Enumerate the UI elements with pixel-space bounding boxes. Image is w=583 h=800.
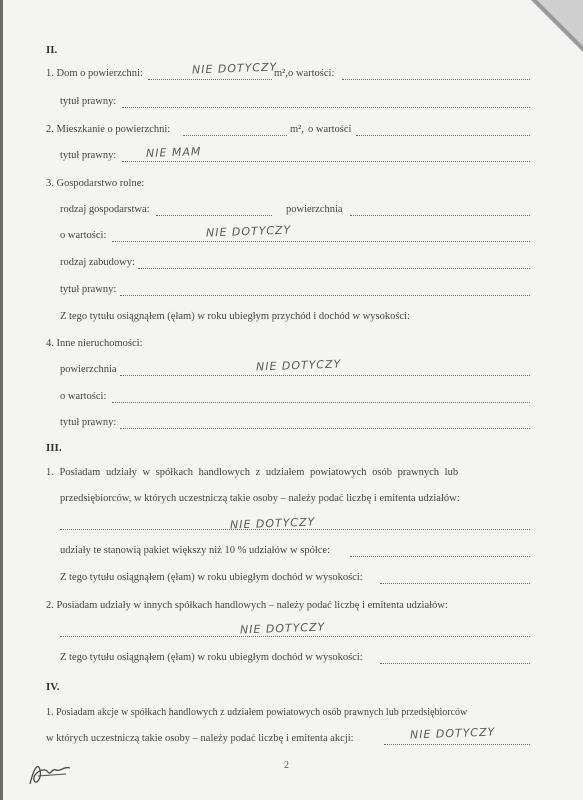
section-heading-ii: II. [46, 44, 58, 56]
gospodarstwo-tytul-field [120, 295, 530, 296]
akcje-line2 [0, 725, 583, 755]
udzialy-handwritten: NIE DOTYCZY [229, 515, 316, 532]
inne-pow-label: powierzchnia [60, 364, 117, 375]
inne-label: 4. Inne nieruchomości: [46, 338, 143, 349]
mieszkanie-area-field [183, 135, 287, 136]
inne-tytul-field [120, 428, 530, 429]
dom-title-row [0, 96, 583, 118]
udzialy-inne-answer-row [0, 620, 583, 647]
dom-value-field [342, 79, 530, 80]
udzialy-pakiet-label: udziały te stanowią pakiet większy niż 10 % udziałów w spółce: [60, 545, 331, 556]
udzialy-line1 [0, 467, 583, 489]
dom-label: 1. Dom o powierzchni: [46, 68, 143, 79]
folded-corner-inner [537, 0, 583, 46]
gospodarstwo-tytul-label: tytuł prawny: [60, 284, 117, 295]
udzialy-text-2: przedsiębiorców, w których uczestniczą takie osoby – należy podać liczbę i emitenta udziałów: [60, 493, 460, 504]
gospodarstwo-wartosc-row [0, 223, 583, 252]
udzialy-inne-dochod-field [380, 663, 530, 664]
gospodarstwo-label: 3. Gospodarstwo rolne: [46, 178, 145, 189]
gospodarstwo-zabudowa-label: rodzaj zabudowy: [60, 257, 135, 268]
gospodarstwo-rodzaj-label: rodzaj gospodarstwa: [60, 204, 150, 215]
udzialy-inne-label: 2. Posiadam udziały w innych spółkach handlowych – należy podać liczbę i emitenta udziałów: [46, 600, 448, 611]
dom-handwritten: NIE DOTYCZY [191, 60, 278, 77]
mieszkanie-value-field [356, 135, 530, 136]
udzialy-inne-dochod-row [0, 652, 583, 674]
udzialy-dochod-field [380, 583, 530, 584]
dom-title-field [122, 107, 530, 108]
gospodarstwo-dochod-row [0, 311, 583, 333]
gospodarstwo-wartosc-label: o wartości: [60, 230, 107, 241]
signature [26, 758, 76, 790]
gospodarstwo-dochod-label: Z tego tytułu osiągnąłem (ęłam) w roku ubiegłym przychód i dochód w wysokości: [60, 311, 410, 322]
udzialy-pakiet-row [0, 545, 583, 567]
inne-handwritten: NIE DOTYCZY [255, 357, 342, 374]
mieszkanie-title-row [0, 145, 583, 172]
gospodarstwo-tytul-row [0, 284, 583, 306]
inne-pow-row [0, 357, 583, 386]
gospodarstwo-rodzaj-field [156, 215, 272, 216]
dom-unit: m², [274, 68, 288, 79]
gospodarstwo-zabudowa-field [138, 268, 530, 269]
akcje-text-2: w których uczestniczą takie osoby – należy podać liczbę i emitenta akcji: [46, 733, 354, 744]
section-heading-iii: III. [46, 442, 62, 454]
udzialy-inne-handwritten: NIE DOTYCZY [239, 620, 326, 637]
udzialy-inne-answer-field [60, 636, 530, 637]
udzialy-line2 [0, 493, 583, 515]
inne-pow-field [120, 375, 530, 376]
akcje-line1 [0, 707, 583, 729]
inne-wartosc-row [0, 391, 583, 413]
mieszkanie-title-field [122, 161, 530, 162]
gospodarstwo-row [0, 178, 583, 200]
mieszkanie-unit: m², [290, 124, 304, 135]
mieszkanie-label: 2. Mieszkanie o powierzchni: [46, 124, 171, 135]
page-number: 2 [284, 760, 289, 771]
dom-row [0, 60, 583, 90]
gospodarstwo-pow-label: powierzchnia [286, 204, 343, 215]
udzialy-inne-row [0, 600, 583, 622]
dom-title-label: tytuł prawny: [60, 96, 117, 107]
gospodarstwo-rodzaj-row [0, 204, 583, 226]
inne-wartosc-label: o wartości: [60, 391, 107, 402]
udzialy-answer-row [0, 515, 583, 540]
inne-tytul-label: tytuł prawny: [60, 417, 117, 428]
inne-wartosc-field [112, 402, 530, 403]
gospodarstwo-zabudowa-row [0, 257, 583, 279]
section-heading-iv: IV. [46, 681, 60, 693]
udzialy-inne-dochod-label: Z tego tytułu osiągnąłem (ęłam) w roku ubiegłym dochód w wysokości: [60, 652, 363, 663]
dom-value-label: o wartości: [288, 68, 335, 79]
gospodarstwo-wartosc-field [112, 241, 530, 242]
udzialy-pakiet-field [350, 556, 530, 557]
mieszkanie-row [0, 124, 583, 146]
udzialy-dochod-row [0, 572, 583, 594]
gospodarstwo-handwritten: NIE DOTYCZY [205, 223, 292, 240]
dom-area-field [148, 79, 272, 80]
mieszkanie-handwritten: NIE MAM [145, 145, 202, 160]
akcje-text-1: 1. Posiadam akcje w spółkach handlowych z udziałem powiatowych osób prawnych lub przedsiębiorców [46, 707, 468, 718]
gospodarstwo-pow-field [350, 215, 530, 216]
udzialy-text-1: 1. Posiadam udziały w spółkach handlowych z udziałem powiatowych osób prawnych lub [46, 467, 459, 478]
mieszkanie-title-label: tytuł prawny: [60, 150, 117, 161]
inne-tytul-row [0, 417, 583, 439]
mieszkanie-value-label: o wartości [308, 124, 352, 135]
inne-row [0, 338, 583, 360]
akcje-answer-field [384, 744, 530, 745]
udzialy-dochod-label: Z tego tytułu osiągnąłem (ęłam) w roku ubiegłym dochód w wysokości: [60, 572, 363, 583]
akcje-handwritten: NIE DOTYCZY [409, 725, 496, 742]
